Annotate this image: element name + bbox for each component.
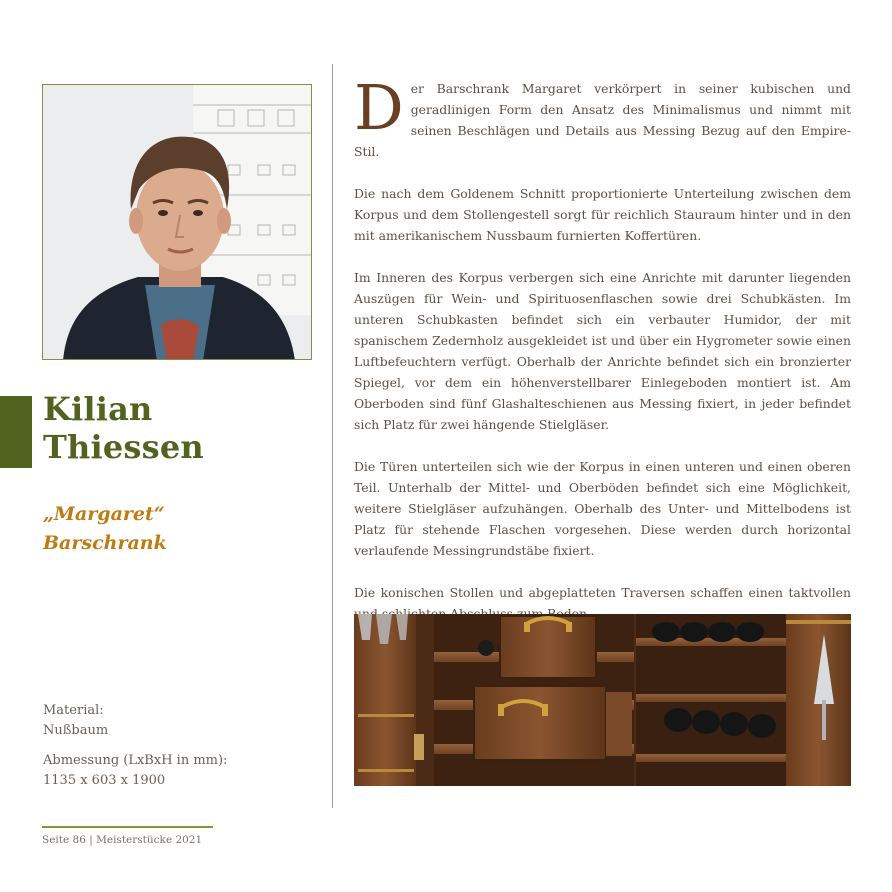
specs-block	[43, 701, 227, 791]
article-paragraph-2: Die nach dem Goldenem Schnitt proportionierte Unterteilung zwischen dem Korpus und dem Stollengestell sorgt für reichlich Stauraum hinter und in den mit amerikanischem Nussbaum furnierten Koffertüren.	[354, 186, 851, 243]
piece-name: „Margaret“	[43, 503, 165, 525]
material-value: Nußbaum	[43, 723, 109, 738]
paragraph-1-text: er Barschrank Margaret verkörpert in seiner kubischen und geradlinigen Form den Ansatz des Minimalismus und nimmt mit seinen Beschlägen und Details aus Messing Bezug auf den Empire-Stil.	[354, 81, 851, 159]
footer-rule	[42, 826, 213, 828]
piece-type: Barschrank	[43, 532, 167, 554]
piece-title	[43, 500, 167, 558]
drop-cap: D	[354, 71, 404, 144]
dimensions-label: Abmessung (LxBxH in mm):	[43, 753, 228, 768]
accent-bar	[0, 396, 32, 468]
designer-first-name: Kilian	[43, 390, 153, 428]
article-paragraph-3: Im Inneren des Korpus verbergen sich eine Anrichte mit darunter liegenden Auszügen für Wein- und Spirituosenflaschen sowie drei Schubkästen. Im unteren Schubkasten befindet sich ein verbauter Humidor, der mit spanischem Zedernholz ausgekleidet ist und über ein Hygrometer sowie einen Luftbefeuchtern verfügt. Oberhalb der Anrichte befindet sich ein bronzierter Spiegel, vor dem ein höhenverstellbarer Einlegeboden montiert ist. Am Oberboden sind fünf Glashalteschienen aus Messing fixiert, in jeder befindet sich Platz für zwei hängende Stielgläser.	[354, 270, 851, 432]
article-body	[354, 71, 851, 645]
material-label: Material:	[43, 703, 104, 718]
column-divider	[332, 64, 333, 808]
portrait-illustration	[43, 85, 312, 360]
designer-portrait	[42, 84, 312, 360]
bar-cabinet-photo	[354, 614, 851, 786]
cabinet-illustration	[354, 614, 851, 786]
designer-name	[43, 390, 204, 466]
article-paragraph-4: Die Türen unterteilen sich wie der Korpus in einen unteren und einen oberen Teil. Unterhalb der Mittel- und Oberböden befindet sich eine Möglichkeit, weitere Stielgläser aufzuhängen. Oberhalb des Unter- und Mittelbodens ist Platz für stehende Flaschen vorgesehen. Diese werden durch horizontal verlaufende Messingrundstäbe fixiert.	[354, 459, 851, 558]
article-paragraph-5: Die konischen Stollen und abgeplatteten Traversen schaffen einen taktvollen	[354, 585, 851, 600]
designer-last-name: Thiessen	[43, 428, 204, 466]
article-paragraph-1	[354, 71, 851, 162]
dimensions-value: 1135 x 603 x 1900	[43, 773, 166, 788]
page-footer: Seite 86 | Meisterstücke 2021	[42, 834, 203, 846]
